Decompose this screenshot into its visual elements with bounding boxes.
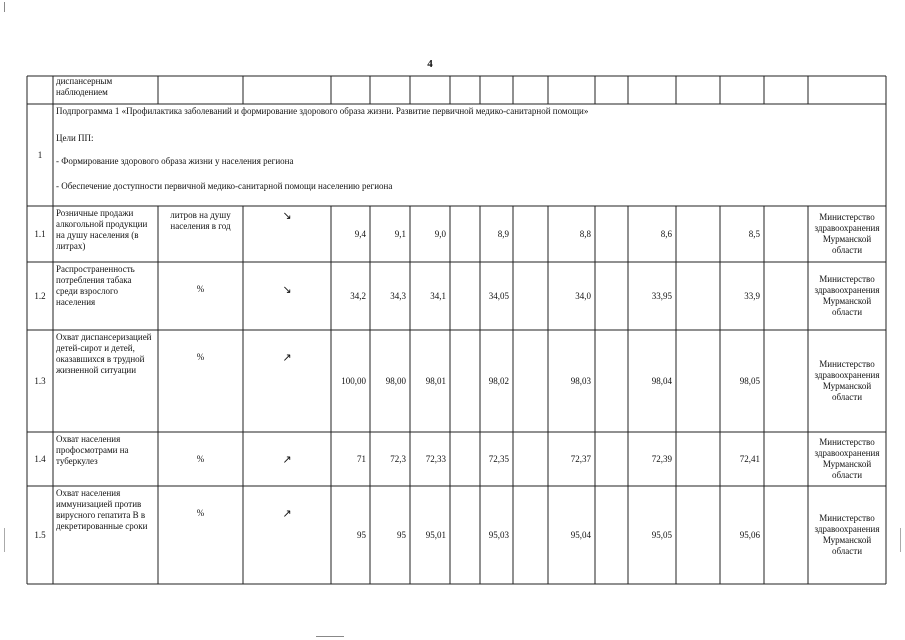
value-cell-v7: 33,9 [744,290,760,301]
value-cell-v6: 33,95 [651,290,672,301]
unit-cell: % [196,454,205,464]
value-cell-v5: 72,37 [570,453,591,464]
responsible-cell: Министерство здравоохранения Мурманской области [814,212,880,255]
value-cell-v3: 34,1 [430,290,446,301]
value-cell-v3: 98,01 [425,375,446,386]
value-cell-v3: 95,01 [425,529,446,540]
value-cell-v5: 34,0 [575,290,591,301]
value-cell-v2: 34,3 [390,290,406,301]
value-cell-v1: 95 [357,529,366,540]
unit-cell: % [196,508,205,518]
indicator-name: Охват населения иммунизацией против вирусного гепатита В в декретированные сроки [56,488,148,531]
value-cell-v4: 8,9 [497,228,509,239]
value-cell-v7: 98,05 [739,375,760,386]
trend-arrow-icon: ↗ [282,351,292,364]
value-cell-v3: 9,0 [434,228,446,239]
value-cell-v2: 98,00 [385,375,406,386]
indicator-name: Розничные продажи алкогольной продукции на душу населения (в литрах) [56,208,148,251]
subprogram-block [56,106,886,192]
responsible-cell: Министерство здравоохранения Мурманской области [814,513,880,556]
value-cell-v4: 95,03 [488,529,509,540]
indicator-name: Распространенность потребления табака среди взрослого населения [56,264,135,307]
value-cell-v1: 34,2 [350,290,366,301]
value-cell-v4: 98,02 [488,375,509,386]
unit-cell: литров на душу населения в год [170,210,231,231]
value-cell-v7: 95,06 [739,529,760,540]
value-cell-v5: 98,03 [570,375,591,386]
row-number: 1.2 [34,290,46,301]
value-cell-v2: 95 [397,529,406,540]
value-cell-v1: 71 [357,453,366,464]
value-cell-v2: 72,3 [390,453,406,464]
subprogram-goals-label: Цели ПП: [56,133,94,143]
value-cell-v6: 8,6 [660,228,672,239]
value-cell-v3: 72,33 [425,453,446,464]
value-cell-v6: 98,04 [651,375,672,386]
unit-cell: % [196,284,205,294]
row-number: 1.3 [34,375,46,386]
subprogram-goal-2: - Обеспечение доступности первичной медико-санитарной помощи населению региона [56,181,393,191]
subprogram-number: 1 [37,149,43,160]
value-cell-v1: 100,00 [341,375,366,386]
responsible-cell: Министерство здравоохранения Мурманской области [814,274,880,317]
row-number: 1.1 [34,228,46,239]
value-cell-v7: 72,41 [739,453,760,464]
responsible-cell: Министерство здравоохранения Мурманской области [814,437,880,480]
value-cell-v4: 34,05 [488,290,509,301]
indicator-name: Охват диспансеризацией детей-сирот и детей, оказавшихся в трудной жизненной ситуации [56,332,152,375]
subprogram-title: Подпрограмма 1 «Профилактика заболеваний и формирование здорового образа жизни. Развитие первичной медико-санитарной помощи» [56,106,589,116]
value-cell-v6: 95,05 [651,529,672,540]
subprogram-goal-1: - Формирование здорового образа жизни у населения региона [56,156,294,166]
value-cell-v7: 8,5 [748,228,760,239]
value-cell-v2: 9,1 [394,228,406,239]
indicator-name: Охват населения профосмотрами на туберкулез [56,434,129,466]
trend-arrow-icon: ↗ [282,453,292,466]
value-cell-v4: 72,35 [488,453,509,464]
unit-cell: % [196,352,205,362]
value-cell-v5: 95,04 [570,529,591,540]
value-cell-v5: 8,8 [579,228,591,239]
row-number: 1.4 [34,453,46,464]
carry-indicator-cell: диспансерным наблюдением [56,76,113,97]
page-number: 4 [427,58,433,70]
row-number: 1.5 [34,529,46,540]
value-cell-v1: 9,4 [354,228,366,239]
trend-arrow-icon: ↘ [282,283,292,296]
value-cell-v6: 72,39 [651,453,672,464]
trend-arrow-icon: ↗ [282,507,292,520]
responsible-cell: Министерство здравоохранения Мурманской области [814,359,880,402]
trend-arrow-icon: ↘ [282,209,292,222]
